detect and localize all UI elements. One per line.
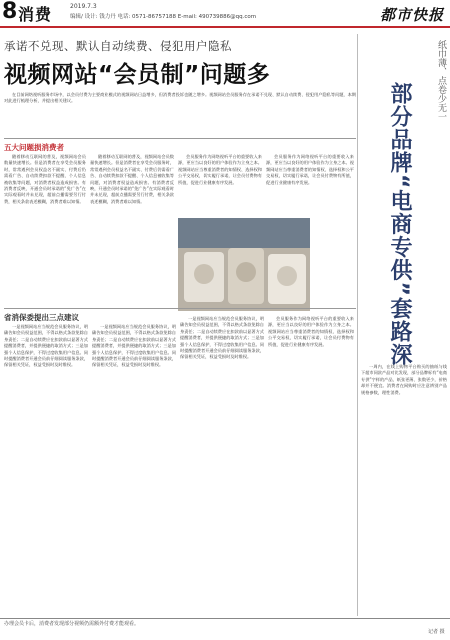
body-column-1 — [4, 154, 86, 306]
article-headline: 视频网站“会员制”问题多 — [4, 62, 271, 88]
article-kicker: 承诺不兑现、默认自动续费、侵犯用户隐私 — [4, 39, 232, 53]
section-name: 消费 — [18, 5, 53, 24]
divider — [4, 308, 356, 309]
issue-date: 2019.7.3 — [70, 3, 97, 10]
body-text: 会员服务作为网络视听平台的重要收入来源，更应当以良好的用户体验作为立身之本。视频网站应当尊重消费者的知情权、选择权和公平交易权，切实履行承诺，让会员付费物有所值，促进行业健康有序发展。 — [266, 154, 354, 185]
body-text: 随着移动互联网的普及，视频网站会员数量快速增长。但是消费者在享受会员服务时，常常遇到会员权益名不副实、付费后仍需看广告、自动续费扣款不提醒、个人信息被收集等问题，对消费者权益造成损害。有消费者反映，开通会员时承诺的“免广告”在实际观看时并未兑现，超前点播需要另行付费，相关条款表述模糊，消费者难以知情。 — [4, 154, 86, 204]
editor-contact: 编辑/ 设计: 钱力丹 电话: 0571-86757188 E-mail: 490739886@qq.com — [70, 14, 257, 20]
subheading-suggestions: 省消保委提出三点建议 — [4, 313, 79, 322]
body-column-5 — [4, 324, 88, 614]
photo-illustration — [178, 218, 310, 311]
body-column-6 — [92, 324, 176, 614]
side-headline: 部分品牌“电商专供”套路深 — [387, 82, 412, 366]
footer-rule — [0, 618, 450, 619]
body-text: 一是视频网站应当规范会员服务协议，明确告知会员权益范围，不得以格式条款免除自身责任；二是自动续费应在扣款前以显著方式提醒消费者，并提供便捷的取消方式；三是加强个人信息保护，不得过度收集用户信息。同时提醒消费者开通会员前仔细阅读服务条款，保留相关凭证，权益受损时及时维权。 — [92, 324, 176, 368]
body-column-3 — [178, 154, 262, 214]
body-text: 随着移动互联网的普及，视频网站会员数量快速增长。但是消费者在享受会员服务时，常常遇到会员权益名不副实、付费后仍需看广告、自动续费扣款不提醒、个人信息被收集等问题，对消费者权益造成损害。有消费者反映，开通会员时承诺的“免广告”在实际观看时并未兑现，超前点播需要另行付费，相关条款表述模糊，消费者难以知情。 — [90, 154, 174, 204]
photo-caption: 办理会员卡后，消费者发现部分视频仍需额外付费才能观看。 — [4, 621, 140, 627]
column-divider — [357, 34, 358, 616]
lead-text: 在目前网络视听服务市场中，以会员付费为主要商业模式的视频网站日益增多，但消费者投诉也随之增多。视频网站会员服务存在承诺不兑现、默认自动续费、侵犯用户隐私等问题，本期对此进行梳理分析，并提出相关建议。 — [4, 92, 356, 104]
caption-credit: 记者 摄 — [428, 629, 445, 635]
side-body-text: 一周内，在线上购物平台购买的抽纸与线下超市同款产品对比发现，部分品牌标有“电商专供”字样的产品，纸张更薄、张数更少，价格却并不便宜。消费者在网购时应注意辨别产品规格参数，理性消费。 — [361, 364, 447, 395]
body-column-2 — [90, 154, 174, 306]
side-kicker: 纸巾薄、点卷少无一 — [436, 40, 446, 121]
side-body — [361, 364, 447, 614]
subheading-problems: 五大问题损消费者 — [4, 143, 64, 152]
body-column-7 — [180, 316, 264, 614]
article-lead — [4, 92, 356, 138]
newspaper-logo: 都市快报 — [379, 6, 444, 24]
body-column-8 — [268, 316, 354, 614]
body-text: 一是视频网站应当规范会员服务协议，明确告知会员权益范围，不得以格式条款免除自身责任；二是自动续费应在扣款前以显著方式提醒消费者，并提供便捷的取消方式；三是加强个人信息保护，不得过度收集用户信息。同时提醒消费者开通会员前仔细阅读服务条款，保留相关凭证，权益受损时及时维权。 — [4, 324, 88, 368]
divider — [4, 138, 356, 139]
page-header — [0, 0, 450, 26]
article-photo — [178, 218, 310, 311]
body-text: 会员服务作为网络视听平台的重要收入来源，更应当以良好的用户体验作为立身之本。视频网站应当尊重消费者的知情权、选择权和公平交易权，切实履行承诺，让会员付费物有所值，促进行业健康有序发展。 — [178, 154, 262, 185]
page-number: 8 — [2, 0, 18, 24]
body-column-4 — [266, 154, 354, 214]
body-text: 一是视频网站应当规范会员服务协议，明确告知会员权益范围，不得以格式条款免除自身责任；二是自动续费应在扣款前以显著方式提醒消费者，并提供便捷的取消方式；三是加强个人信息保护，不得过度收集用户信息。同时提醒消费者开通会员前仔细阅读服务条款，保留相关凭证，权益受损时及时维权。 — [180, 316, 264, 360]
header-rule — [0, 26, 450, 28]
body-text: 会员服务作为网络视听平台的重要收入来源，更应当以良好的用户体验作为立身之本。视频网站应当尊重消费者的知情权、选择权和公平交易权，切实履行承诺，让会员付费物有所值，促进行业健康有序发展。 — [268, 316, 354, 347]
